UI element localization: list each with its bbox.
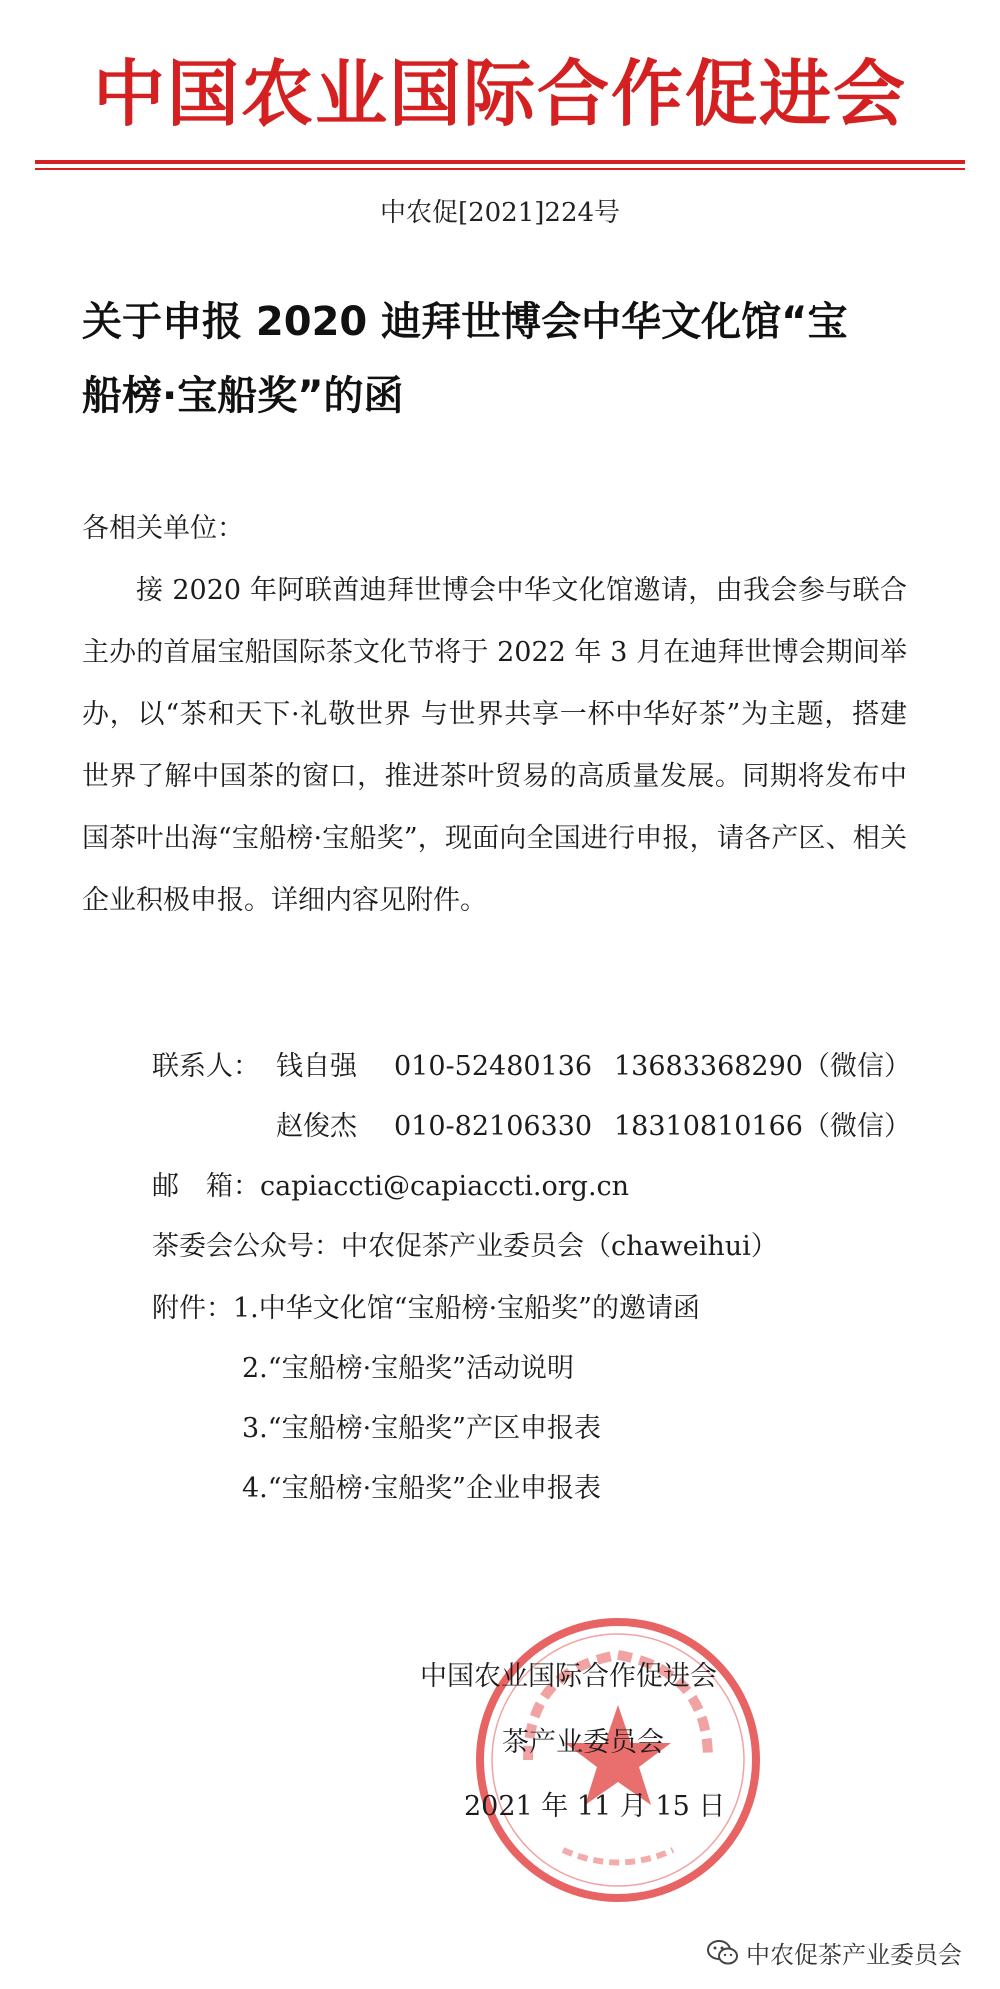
letterhead-rule-thin [35, 168, 965, 170]
title-line-2: 船榜·宝船奖”的函 [82, 373, 404, 419]
contact-mobile: 18310810166（微信） [614, 1111, 911, 1142]
title-line-1: 关于申报 2020 迪拜世博会中华文化馆“宝 [82, 299, 848, 345]
attachment-item: 4.“宝船榜·宝船奖”企业申报表 [242, 1473, 601, 1504]
contact-phone: 010-82106330 [394, 1111, 593, 1142]
wechat-label: 茶委会公众号： [152, 1231, 341, 1262]
attachment-item: 1.中华文化馆“宝船榜·宝船奖”的邀请函 [233, 1293, 700, 1324]
signature-committee: 茶产业委员会 [502, 1727, 664, 1758]
wechat-icon [706, 1939, 740, 1967]
attachment-row-4 [242, 1475, 601, 1502]
signature-date: 2021 年 11 月 15 日 [464, 1791, 726, 1822]
attachment-row-1 [152, 1295, 700, 1322]
email-address: capiaccti@capiaccti.org.cn [260, 1171, 630, 1202]
watermark-text: 中农促茶产业委员会 [746, 1941, 962, 1969]
attachment-item: 2.“宝船榜·宝船奖”活动说明 [242, 1353, 574, 1384]
contact-row-2 [276, 1113, 911, 1140]
contact-phone: 010-52480136 [394, 1051, 593, 1082]
contact-mobile: 13683368290（微信） [614, 1051, 911, 1082]
body-paragraph: 接 2020 年阿联酋迪拜世博会中华文化馆邀请，由我会参与联合主办的首届宝船国际茶文化节将于 2022 年 3 月在迪拜世博会期间举办，以“茶和天下·礼敬世界 与世界共享一杯中华好茶”为主题，搭建世界了解中国茶的窗口，推进茶叶贸易的高质量发展。同期将发布中国茶叶出海“宝船榜·宝船奖”，现面向全国进行申报，请各产区、相关企业积极申报。详细内容见附件。 [82, 575, 907, 916]
contact-label: 联系人： [152, 1051, 260, 1082]
wechat-account: 中农促茶产业委员会（chaweihui） [341, 1231, 778, 1262]
wechat-watermark [706, 1935, 962, 1970]
attachment-row-2 [242, 1355, 574, 1382]
letterhead-rule-thick [35, 160, 965, 164]
attachment-row-3 [242, 1415, 601, 1442]
document-title [82, 285, 922, 433]
wechat-row [152, 1233, 778, 1260]
email-label: 邮 箱： [152, 1171, 260, 1202]
salutation: 各相关单位： [82, 513, 244, 544]
contact-row-1 [152, 1053, 911, 1080]
official-seal-icon [468, 1610, 768, 1910]
signature-org: 中国农业国际合作促进会 [420, 1661, 717, 1692]
document-number: 中农促[2021]224号 [379, 198, 621, 228]
letterhead-title: 中国农业国际合作促进会 [92, 52, 907, 136]
contact-name: 钱自强 [276, 1051, 357, 1082]
contact-name: 赵俊杰 [276, 1111, 357, 1142]
attachment-item: 3.“宝船榜·宝船奖”产区申报表 [242, 1413, 601, 1444]
email-row [152, 1173, 629, 1200]
attachment-label: 附件： [152, 1293, 233, 1324]
